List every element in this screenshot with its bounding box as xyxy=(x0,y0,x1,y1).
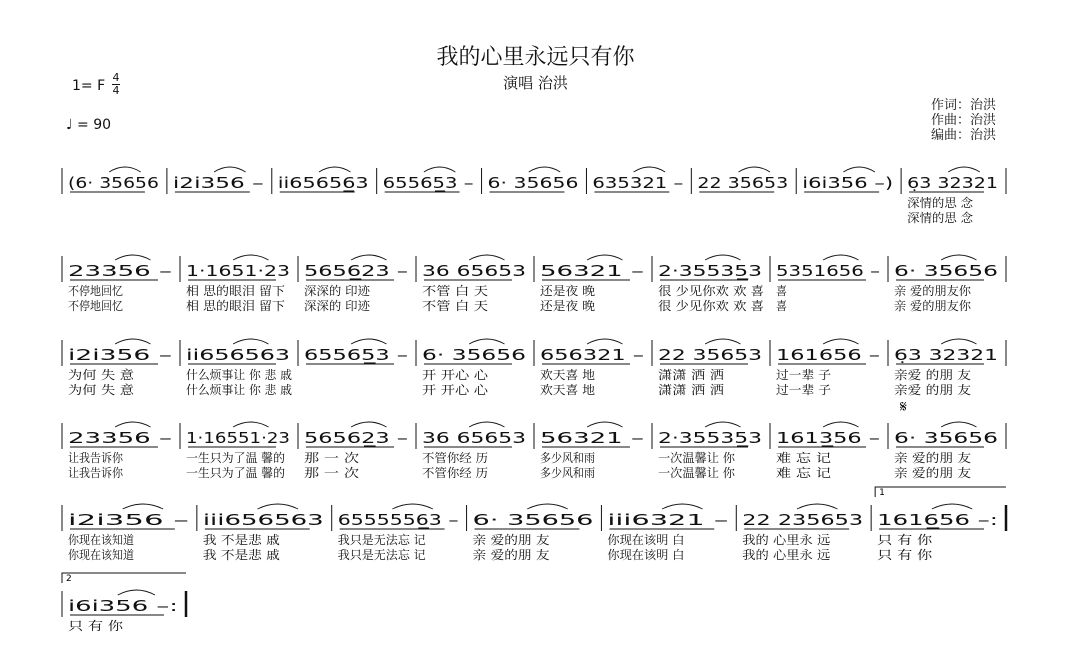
measure-notes: 6· 35656 xyxy=(472,511,594,529)
lyric-verse-1: 深情的思 念 xyxy=(907,196,971,210)
measure-notes: 6· 35656 xyxy=(894,262,998,280)
tie-arc xyxy=(118,590,155,595)
measure-notes: 1·1651·23 xyxy=(186,262,290,280)
lyric-verse-2: 不管 白 天 xyxy=(422,299,488,313)
lyric-verse-1: 还是夜 晚 xyxy=(540,284,592,298)
lyric-verse-1: 亲 爱的朋 友 xyxy=(894,451,962,465)
lyric-verse-2: 深深的 印迹 xyxy=(304,299,372,313)
credit-composer: 作曲：治洪 xyxy=(931,113,997,128)
tie-arc xyxy=(233,339,268,344)
lyric-verse-2: 亲 爱的朋友你 xyxy=(894,299,970,313)
tie-arc xyxy=(823,255,858,260)
measure-notes: 6· 35656 xyxy=(894,429,998,447)
measure-notes: 65565̲3 – xyxy=(304,346,374,364)
lyric-verse-1: 你现在该知道 xyxy=(68,533,141,547)
lyric-verse-1: 我 不是悲 戚 xyxy=(202,533,271,547)
tie-arc xyxy=(823,339,858,344)
measure-notes: 23356 – xyxy=(68,429,172,447)
lyric-verse-2: 你现在该知道 xyxy=(68,548,141,562)
lyric-verse-2: 什么烦事让 你 悲 戚 xyxy=(186,383,294,397)
tie-arc xyxy=(843,167,874,172)
lyric-verse-2: 欢天喜 地 xyxy=(540,383,592,397)
lyric-verse-1: 不管你经 历 xyxy=(422,451,488,465)
tie-arc xyxy=(115,422,150,427)
tie-arc xyxy=(941,255,976,260)
measure-notes: 56321 – xyxy=(540,429,644,447)
tie-arc xyxy=(233,422,268,427)
lyric-verse-2: 亲 爱的朋 友 xyxy=(472,548,541,562)
measure-notes: i6i356 –) xyxy=(802,174,894,192)
measure-notes: 5656̲23 – xyxy=(304,262,374,280)
lyric-verse-1: 多少风和雨 xyxy=(540,451,601,465)
lyric-verse-2: 那 一 次 xyxy=(304,466,348,480)
measure-notes: 36 65653 xyxy=(422,262,526,280)
lyric-verse-1: 亲爱 的朋 友 xyxy=(894,368,962,382)
score-row xyxy=(0,160,1071,240)
lyric-verse-1: 过一辈 子 xyxy=(776,368,828,382)
lyric-verse-1: 很 少见你欢 欢 喜 xyxy=(658,284,754,298)
lyric-verse-2: 还是夜 晚 xyxy=(540,299,592,313)
lyric-verse-2: 一生只为了温 馨的 xyxy=(186,466,286,480)
measure-notes: i2i356 – xyxy=(68,346,172,364)
lyric-verse-1: 只 有 你 xyxy=(877,533,934,547)
credit-arranger: 编曲：治洪 xyxy=(931,128,997,143)
lyric-verse-2: 不停地回忆 xyxy=(68,299,129,313)
score-row xyxy=(0,248,1071,328)
tie-arc xyxy=(233,255,268,260)
measure-notes: 6· 35656 xyxy=(487,174,579,192)
measure-notes: 22 235653 xyxy=(742,511,864,529)
lyric-verse-1: 开 开心 心 xyxy=(422,368,490,382)
measure-notes: iii656563 xyxy=(202,511,324,529)
measure-notes: 161656 – xyxy=(776,346,880,364)
measure-notes: ii65656̲3 xyxy=(277,174,369,192)
score-row xyxy=(0,332,1071,416)
lyric-verse-2: 亲 爱的朋 友 xyxy=(894,466,962,480)
tie-arc xyxy=(634,167,665,172)
volta-number: 2 xyxy=(66,574,72,584)
lyric-verse-2: 难 忘 记 xyxy=(776,466,831,480)
lyric-verse-2: 喜 xyxy=(776,299,789,313)
lyric-verse-1: 亲 爱的朋友你 xyxy=(894,284,970,298)
tie-arc xyxy=(941,339,976,344)
tie-arc xyxy=(351,255,386,260)
measure-notes: i2i356 – xyxy=(68,511,189,529)
lyric-verse-2: 相 思的眼泪 留下 xyxy=(186,299,278,313)
measure-notes: iii6321 – xyxy=(607,511,729,529)
lyric-verse-1: 我只是无法忘 记 xyxy=(337,533,426,547)
lyric-verse-2: 我的 心里永 远 xyxy=(742,548,822,562)
measure-notes: 1·16551·23 xyxy=(186,429,290,447)
tie-arc xyxy=(948,167,979,172)
lyric-verse-2: 不管你经 历 xyxy=(422,466,488,480)
measure-notes: 1616̲56 –: xyxy=(877,511,952,529)
measure-notes: 656321 – xyxy=(540,346,644,364)
measure-notes: 22 35653 xyxy=(697,174,789,192)
credit-lyricist: 作词：治洪 xyxy=(931,98,997,113)
time-sig-bottom: 4 xyxy=(112,84,120,97)
measure-notes: ii656563 xyxy=(186,346,290,364)
lyric-verse-1: 深深的 印迹 xyxy=(304,284,372,298)
tie-arc xyxy=(214,167,245,172)
key-signature: 1= F xyxy=(72,78,106,94)
lyric-verse-2: 多少风和雨 xyxy=(540,466,601,480)
lyric-verse-1: 相 思的眼泪 留下 xyxy=(186,284,278,298)
measure-notes: 6̣3 32321 xyxy=(894,346,998,364)
lyric-verse-2: 你现在该明 白 xyxy=(607,548,684,562)
song-title: 我的心里永远只有你 xyxy=(436,45,635,70)
lyric-verse-1: 喜 xyxy=(776,284,789,298)
measure-notes: 22 35653 xyxy=(658,346,762,364)
measure-notes: 56562̲3 – xyxy=(304,429,374,447)
tempo-marking: ♩ = 90 xyxy=(66,117,112,133)
tie-arc xyxy=(115,255,150,260)
lyric-verse-2: 亲爱 的朋 友 xyxy=(894,383,962,397)
tie-arc xyxy=(123,504,163,509)
measure-notes: 5351656 – xyxy=(776,262,880,280)
measure-notes: i2i356 – xyxy=(172,174,264,192)
lyric-verse-2: 潇潇 洒 洒 xyxy=(658,383,714,397)
lyric-verse-2: 只 有 你 xyxy=(877,548,934,562)
volta-number: 1 xyxy=(879,488,885,498)
tie-arc xyxy=(115,339,150,344)
lyric-verse-1: 一次温馨让 你 xyxy=(658,451,734,465)
tie-arc xyxy=(319,167,350,172)
lyric-verse-1: 难 忘 记 xyxy=(776,451,831,465)
tie-arc xyxy=(705,339,740,344)
measure-notes: 23356 – xyxy=(68,262,172,280)
tie-arc xyxy=(932,504,972,509)
tie-arc xyxy=(739,167,770,172)
tie-arc xyxy=(587,339,622,344)
tie-arc xyxy=(941,422,976,427)
measure-notes: 6555556̲3 – xyxy=(337,511,427,529)
tie-arc xyxy=(469,422,504,427)
lyric-verse-1: 为何 失 意 xyxy=(68,368,124,382)
lyric-verse-1: 潇潇 洒 洒 xyxy=(658,368,714,382)
lyric-verse-2: 让我告诉你 xyxy=(68,466,129,480)
lyric-verse-1: 不停地回忆 xyxy=(68,284,129,298)
lyric-verse-2: 深情的思 念 xyxy=(907,211,971,225)
lyric-verse-2: 很 少见你欢 欢 喜 xyxy=(658,299,754,313)
lyric-verse-1: 什么烦事让 你 悲 戚 xyxy=(186,368,294,382)
tie-arc xyxy=(705,422,740,427)
lyric-verse-2: 一次温馨让 你 xyxy=(658,466,734,480)
tie-arc xyxy=(351,339,386,344)
score-row xyxy=(0,574,1071,663)
tie-arc xyxy=(823,422,858,427)
lyric-verse-2: 我 不是悲 戚 xyxy=(202,548,271,562)
lyric-verse-1: 让我告诉你 xyxy=(68,451,129,465)
measure-notes: 56321 – xyxy=(540,262,644,280)
time-signature xyxy=(112,73,120,96)
measure-notes: 2·35535̲3 xyxy=(658,429,730,447)
measure-notes: (6· 35656 xyxy=(68,174,159,192)
tie-arc xyxy=(587,422,622,427)
lyric-verse-1: 只 有 你 xyxy=(68,619,125,633)
tie-arc xyxy=(392,504,432,509)
tie-arc xyxy=(424,167,455,172)
measure-notes: 6̣3 32321 xyxy=(907,174,998,192)
measure-notes: 2·35535̲3 xyxy=(658,262,730,280)
lyric-verse-2: 开 开心 心 xyxy=(422,383,490,397)
lyric-verse-2: 过一辈 子 xyxy=(776,383,828,397)
credits xyxy=(931,98,996,143)
tie-arc xyxy=(705,255,740,260)
tie-arc xyxy=(587,255,622,260)
lyric-verse-1: 你现在该明 白 xyxy=(607,533,684,547)
tie-arc xyxy=(469,255,504,260)
tie-arc xyxy=(351,422,386,427)
lyric-verse-2: 我只是无法忘 记 xyxy=(337,548,426,562)
tie-arc xyxy=(797,504,837,509)
time-sig-top: 4 xyxy=(112,71,120,84)
lyric-verse-1: 我的 心里永 远 xyxy=(742,533,822,547)
measure-notes: 65565̲3 – xyxy=(382,174,453,192)
score-row xyxy=(0,415,1071,495)
tie-arc xyxy=(662,504,702,509)
singer-line: 演唱 治洪 xyxy=(503,74,568,92)
measure-notes: i6i356 –: xyxy=(68,597,178,615)
lyric-verse-1: 亲 爱的朋 友 xyxy=(472,533,541,547)
measure-notes: 6· 35656 xyxy=(422,346,526,364)
measure-notes: 635321 – xyxy=(592,174,684,192)
lyric-verse-2: 为何 失 意 xyxy=(68,383,124,397)
lyric-verse-1: 那 一 次 xyxy=(304,451,348,465)
lyric-verse-1: 一生只为了温 馨的 xyxy=(186,451,286,465)
tie-arc xyxy=(469,339,504,344)
segno-icon: 𝄋 xyxy=(900,397,907,416)
lyric-verse-1: 不管 白 天 xyxy=(422,284,488,298)
tie-arc xyxy=(258,504,298,509)
measure-notes: 1613̲56 – xyxy=(776,429,846,447)
tie-arc xyxy=(109,167,140,172)
score-row xyxy=(0,488,1071,577)
lyric-verse-1: 欢天喜 地 xyxy=(540,368,592,382)
measure-notes: 36 65653 xyxy=(422,429,526,447)
tie-arc xyxy=(527,504,567,509)
tie-arc xyxy=(529,167,560,172)
